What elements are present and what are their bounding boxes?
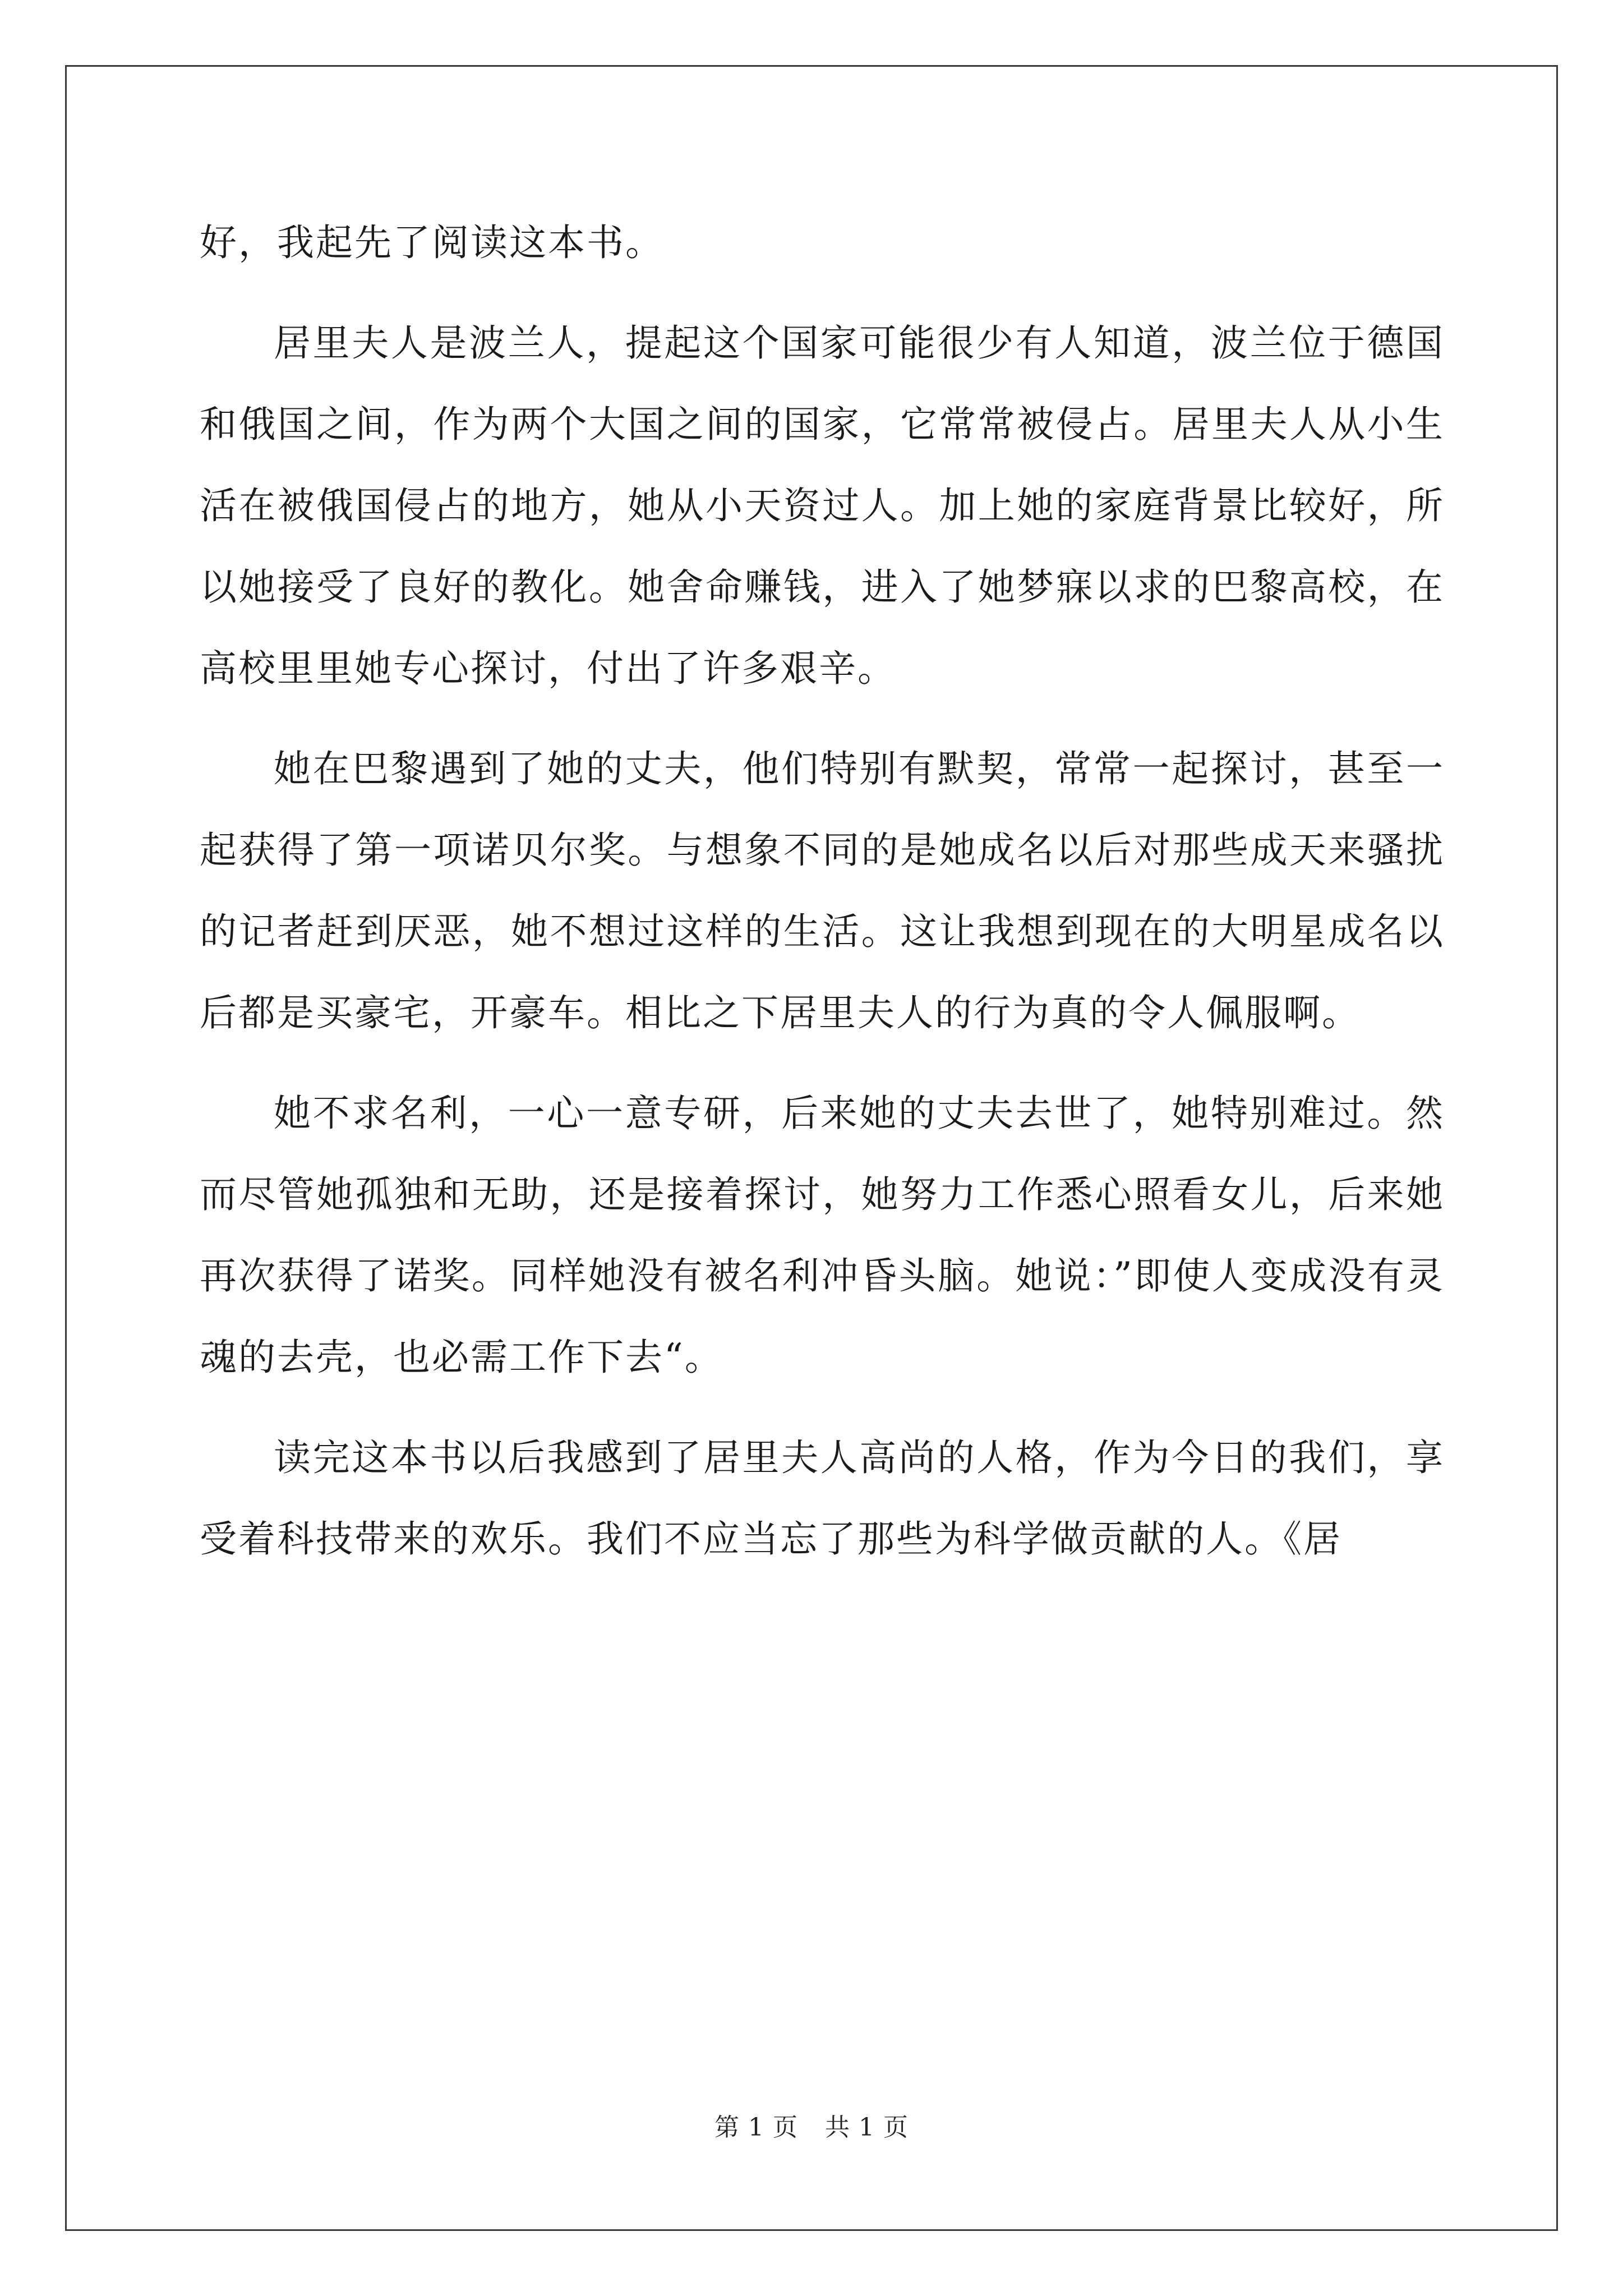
paragraph-1: 好，我起先了阅读这本书。 — [200, 221, 664, 264]
page-number: 第 1 页 — [714, 2113, 798, 2142]
total-pages: 共 1 页 — [825, 2113, 909, 2142]
paragraph-4: 她不求名利，一心一意专研，后来她的丈夫去世了，她特别难过。然而尽管她孤独和无助，还是接着探讨，她努力工作悉心照看女儿，后来她再次获得了诺奖。同样她没有被名利冲昏头脑。她说：”即使人变成没有灵魂的去壳，也必需工作下去“。 — [200, 1092, 1445, 1379]
paragraph-5: 读完这本书以后我感到了居里夫人高尚的人格，作为今日的我们，享受着科技带来的欢乐。我们不应当忘了那些为科学做贡献的人。《居 — [200, 1436, 1445, 1561]
document-body — [200, 202, 1445, 1599]
paragraph-3: 她在巴黎遇到了她的丈夫，他们特别有默契，常常一起探讨，甚至一起获得了第一项诺贝尔奖。与想象不同的是她成名以后对那些成天来骚扰的记者赶到厌恶，她不想过这样的生活。这让我想到现在的大明星成名以后都是买豪宅，开豪车。相比之下居里夫人的行为真的令人佩服啊。 — [200, 747, 1445, 1034]
page-footer — [0, 2107, 1623, 2143]
paragraph-2: 居里夫人是波兰人，提起这个国家可能很少有人知道，波兰位于德国和俄国之间，作为两个大国之间的国家，它常常被侵占。居里夫人从小生活在被俄国侵占的地方，她从小天资过人。加上她的家庭背景比较好，所以她接受了良好的教化。她舍命赚钱，进入了她梦寐以求的巴黎高校，在高校里里她专心探讨，付出了许多艰辛。 — [200, 321, 1445, 690]
